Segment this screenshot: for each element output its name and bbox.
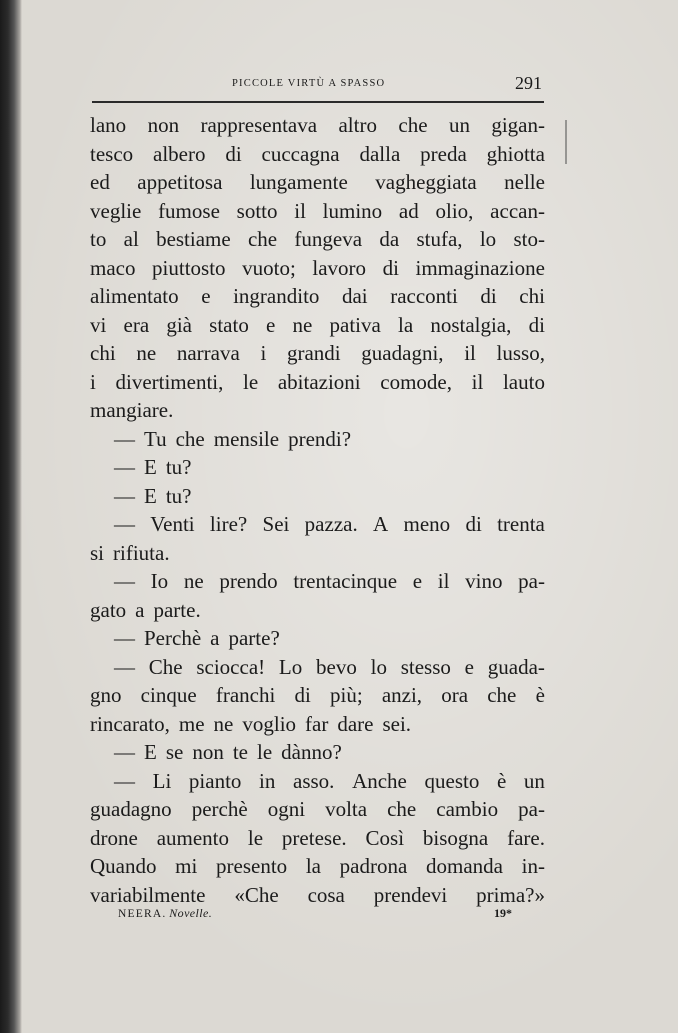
word: vi	[90, 312, 107, 337]
word: —	[114, 569, 135, 593]
word: Che	[148, 654, 183, 679]
text-line	[90, 311, 545, 340]
text-line	[90, 510, 545, 539]
word: pativa	[329, 312, 381, 337]
word: tu?	[165, 483, 192, 508]
word: lungamente	[249, 170, 348, 194]
word: guada-	[487, 654, 545, 679]
word: narrava	[176, 341, 240, 365]
word: trentacinque	[293, 569, 398, 593]
word: più;	[329, 683, 363, 707]
word: volta	[325, 797, 368, 821]
word: Quando	[90, 854, 157, 878]
word: stato	[209, 312, 249, 337]
word: la	[305, 854, 321, 878]
text-line	[90, 624, 545, 653]
word: pretese.	[281, 825, 347, 850]
word: chi	[90, 341, 116, 365]
margin-pencil-mark	[565, 120, 567, 164]
text-line	[90, 482, 545, 511]
word: a	[210, 626, 220, 650]
word: to	[90, 227, 107, 251]
word: bestiame	[156, 227, 231, 251]
word: aumento	[156, 825, 230, 850]
book-spine-shadow	[0, 0, 22, 1033]
text-line	[90, 653, 545, 682]
word: guadagni,	[361, 341, 444, 365]
word: appetitosa	[137, 170, 223, 194]
text-line	[90, 539, 545, 568]
word: non	[147, 113, 180, 137]
word: piuttosto	[152, 255, 226, 280]
word: A	[373, 512, 389, 536]
word: pazza.	[304, 512, 358, 536]
page-header	[92, 70, 542, 98]
word: maco	[90, 255, 136, 280]
text-line	[90, 681, 545, 710]
word: lusso,	[496, 341, 545, 365]
word: comode,	[380, 369, 453, 394]
word: vagheggiata	[375, 170, 477, 194]
word: cambio	[436, 797, 499, 821]
text-line	[90, 453, 545, 482]
word: Venti	[150, 512, 195, 536]
word: far	[305, 711, 329, 736]
word: un	[523, 768, 545, 793]
word: di	[382, 255, 399, 280]
word: di	[480, 284, 497, 308]
word: lumino	[322, 198, 383, 223]
word: accan-	[490, 198, 545, 223]
word: franchi	[215, 683, 276, 707]
word: le	[247, 825, 264, 850]
word: lo	[370, 654, 387, 679]
word: tu?	[165, 455, 192, 479]
word: non	[192, 740, 224, 764]
word: lire?	[209, 512, 248, 536]
word: asso.	[293, 768, 335, 793]
text-line	[90, 282, 545, 311]
word: «Che	[234, 882, 279, 907]
word: tesco	[90, 141, 134, 166]
word: lano	[90, 113, 127, 137]
word: —	[114, 626, 135, 650]
word: cuccagna	[261, 141, 340, 166]
word: sotto	[236, 198, 278, 223]
word: padrona	[339, 854, 408, 878]
word: immaginazione	[415, 255, 545, 280]
word: sei.	[382, 711, 412, 736]
word: E	[144, 483, 157, 508]
word: fungeva	[294, 227, 363, 251]
word: da	[379, 227, 400, 251]
word: nelle	[504, 170, 545, 194]
word: era	[123, 312, 150, 337]
word: stufa,	[416, 227, 463, 251]
word: i	[90, 369, 96, 394]
word: e	[412, 569, 423, 593]
word: Io	[150, 569, 169, 593]
text-line	[90, 339, 545, 368]
text-line	[90, 852, 545, 881]
word: pa-	[518, 797, 545, 821]
text-line	[90, 767, 545, 796]
word: vuoto;	[242, 255, 296, 280]
word: ne	[213, 711, 234, 736]
word: che	[387, 797, 417, 821]
word: mensile	[213, 426, 280, 451]
word: voglio	[242, 711, 297, 736]
word: parte.	[153, 597, 201, 622]
word: lo	[479, 227, 497, 251]
word: dare	[337, 711, 374, 736]
word: drone	[90, 825, 138, 850]
word: questo	[424, 768, 480, 793]
text-line	[90, 368, 545, 397]
word: E	[144, 455, 157, 479]
word: anzi,	[381, 683, 423, 707]
word: meno	[403, 512, 451, 536]
word: i	[260, 341, 267, 365]
word: di	[528, 312, 545, 337]
word: bevo	[316, 654, 357, 679]
word: stesso	[400, 654, 451, 679]
word: e	[266, 312, 276, 337]
text-line	[90, 140, 545, 169]
word: domanda	[425, 854, 503, 878]
text-line	[90, 225, 545, 254]
word: in	[259, 768, 276, 793]
word: prima?»	[476, 882, 545, 907]
word: dànno?	[281, 740, 342, 764]
signature-mark: 19*	[494, 906, 512, 920]
word: prendi?	[288, 426, 352, 451]
text-line	[90, 254, 545, 283]
word: divertimenti,	[115, 369, 224, 394]
page-number: 291	[515, 73, 542, 93]
word: —	[114, 740, 135, 764]
word: ogni	[267, 797, 306, 821]
word: il	[294, 198, 306, 223]
word: il	[464, 341, 476, 365]
word: olio,	[435, 198, 474, 223]
word: abitazioni	[277, 369, 361, 394]
word: grandi	[286, 341, 341, 365]
word: Li	[152, 768, 172, 793]
word: racconti	[390, 284, 458, 308]
word: sciocca!	[196, 654, 266, 679]
word: bisogna	[422, 825, 489, 850]
text-line	[90, 596, 545, 625]
word: veglie	[90, 198, 142, 223]
body-text	[90, 111, 545, 909]
word: —	[114, 654, 135, 679]
word: e	[464, 654, 474, 679]
running-title: PICCOLE VIRTÙ A SPASSO	[232, 78, 386, 89]
word: ad	[398, 198, 419, 223]
word: il	[437, 569, 450, 593]
word: —	[114, 455, 135, 479]
word: ghiotta	[486, 141, 545, 166]
word: dalla	[359, 141, 401, 166]
word: è	[496, 768, 507, 793]
text-line	[90, 738, 545, 767]
word: cinque	[140, 683, 197, 707]
word: gigan-	[491, 113, 545, 137]
word: la	[397, 312, 414, 337]
word: —	[114, 768, 135, 793]
text-line	[90, 396, 545, 425]
word: che	[487, 683, 517, 707]
word: già	[166, 312, 192, 337]
word: nostalgia,	[430, 312, 512, 337]
word: variabilmente	[90, 882, 206, 907]
word: si	[90, 540, 105, 565]
word: —	[114, 483, 135, 508]
word: ed	[90, 170, 110, 194]
text-line	[90, 567, 545, 596]
word: gno	[90, 683, 122, 707]
word: pa-	[518, 569, 545, 593]
word: presento	[216, 854, 288, 878]
word: guadagno	[90, 797, 172, 821]
page-footer	[118, 906, 498, 921]
word: Sei	[262, 512, 290, 536]
text-line	[90, 824, 545, 853]
text-line	[90, 111, 545, 140]
word: che	[247, 227, 278, 251]
word: ora	[441, 683, 469, 707]
text-line	[90, 710, 545, 739]
word: preda	[420, 141, 467, 166]
word: le	[243, 369, 259, 394]
word: di	[225, 141, 242, 166]
word: cosa	[307, 882, 345, 907]
word: rifiuta.	[113, 540, 170, 565]
word: prendevi	[373, 882, 448, 907]
word: a	[135, 597, 145, 622]
text-line	[90, 168, 545, 197]
word: lavoro	[312, 255, 367, 280]
word: dai	[341, 284, 368, 308]
word: gato	[90, 597, 127, 622]
text-line	[90, 881, 545, 910]
word: —	[114, 426, 135, 451]
word: è	[535, 683, 545, 707]
word: mangiare.	[90, 398, 174, 422]
word: altro	[338, 113, 377, 137]
word: vino	[465, 569, 503, 593]
word: di	[294, 683, 311, 707]
word: pianto	[188, 768, 242, 793]
footer-work: Novelle.	[169, 906, 213, 920]
header-rule	[92, 101, 544, 103]
word: Così	[365, 825, 405, 850]
word: che	[175, 426, 205, 451]
text-line	[90, 795, 545, 824]
word: in-	[521, 854, 545, 878]
word: fare.	[507, 825, 545, 850]
word: che	[398, 113, 428, 137]
word: trenta	[497, 512, 545, 536]
word: un	[448, 113, 470, 137]
word: rincarato,	[90, 711, 170, 736]
word: e	[201, 284, 211, 308]
word: Lo	[278, 654, 303, 679]
word: Anche	[352, 768, 407, 793]
text-line	[90, 425, 545, 454]
word: me	[178, 711, 205, 736]
word: mi	[175, 854, 198, 878]
word: il	[471, 369, 484, 394]
word: alimentato	[90, 284, 179, 308]
word: rappresentava	[200, 113, 318, 137]
word: ingrandito	[233, 284, 320, 308]
word: fumose	[158, 198, 220, 223]
word: lauto	[502, 369, 545, 394]
word: chi	[519, 284, 545, 308]
footer-author: NEERA.	[118, 908, 167, 920]
word: —	[114, 512, 135, 536]
word: se	[165, 740, 184, 764]
word: sto-	[513, 227, 545, 251]
word: di	[465, 512, 482, 536]
word: albero	[153, 141, 206, 166]
word: Tu	[144, 426, 167, 451]
word: Perchè	[144, 626, 202, 650]
word: ne	[183, 569, 204, 593]
word: parte?	[228, 626, 280, 650]
word: al	[123, 227, 139, 251]
word: le	[256, 740, 273, 764]
word: perchè	[191, 797, 248, 821]
word: ne	[292, 312, 313, 337]
text-line	[90, 197, 545, 226]
word: te	[232, 740, 248, 764]
word: ne	[136, 341, 157, 365]
word: E	[144, 740, 157, 764]
word: prendo	[219, 569, 278, 593]
